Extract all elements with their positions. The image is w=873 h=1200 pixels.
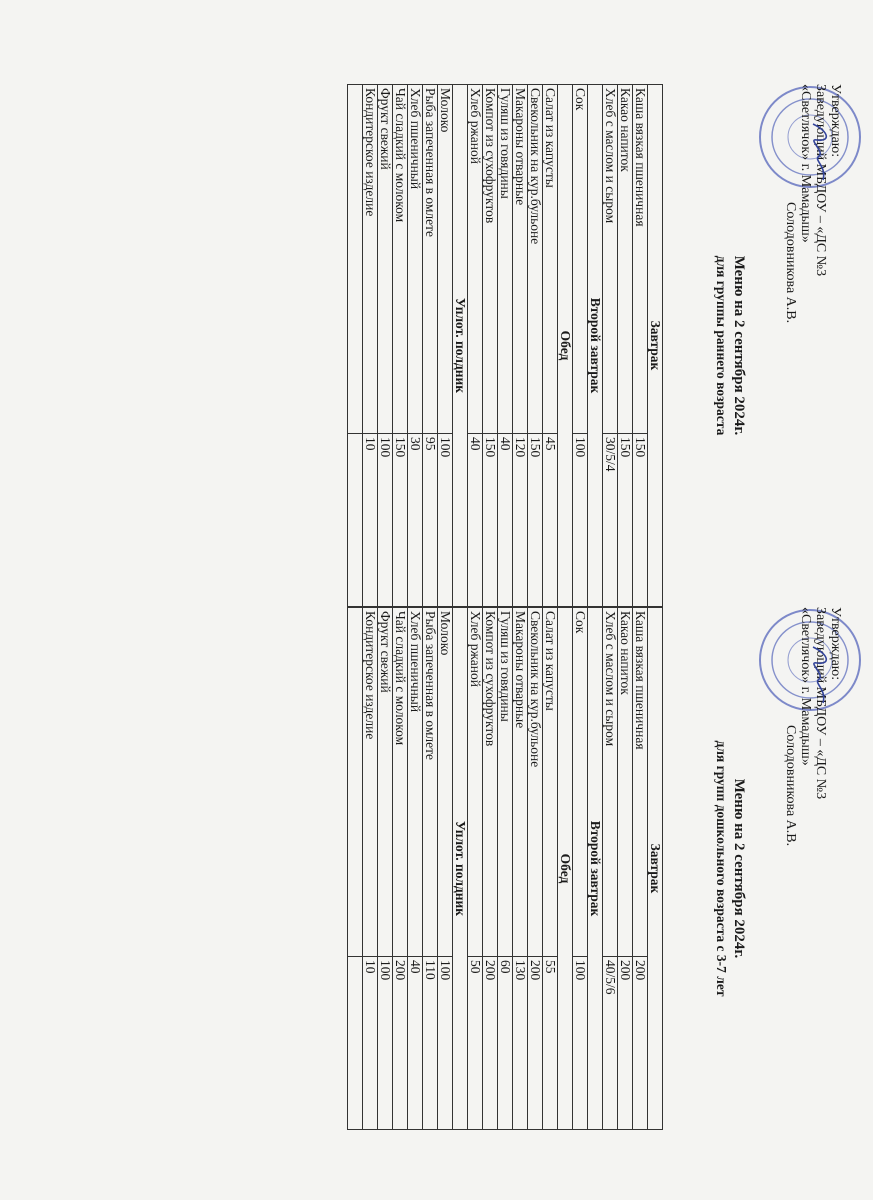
section-row xyxy=(558,85,573,607)
table-row xyxy=(513,608,528,1130)
dish-name: Хлеб с маслом и сыром xyxy=(603,608,618,957)
section-heading-lunch: Обед xyxy=(558,85,573,607)
approve-line-2: Заведующий МБДОУ – «ДС №3 xyxy=(813,84,828,277)
dish-name: Салат из капусты xyxy=(543,85,558,434)
section-heading-breakfast: Завтрак xyxy=(648,85,663,607)
approve-line-3: «Светлячок» г. Мамадыш» xyxy=(798,84,813,243)
dish-quantity: 40 xyxy=(468,434,483,607)
dish-quantity: 130 xyxy=(513,957,528,1130)
approve-line-4: Солодовникова А.В. xyxy=(783,725,798,847)
empty-cell xyxy=(348,957,363,1130)
dish-quantity: 150 xyxy=(528,434,543,607)
menu-subtitle: для групп дошкольного возраста с 3-7 лет xyxy=(714,740,729,997)
approval-block xyxy=(783,607,843,846)
dish-name: Рыба запеченная в омлете xyxy=(423,608,438,957)
dish-quantity: 10 xyxy=(363,957,378,1130)
approve-line-1: Утверждаю: xyxy=(828,84,843,158)
section-row xyxy=(588,608,603,1130)
menu-panel-preschool xyxy=(0,607,873,1130)
dish-quantity: 100 xyxy=(378,434,393,607)
table-row xyxy=(438,608,453,1130)
table-row xyxy=(393,608,408,1130)
dish-name: Хлеб пшеничный xyxy=(408,608,423,957)
dish-name: Сок xyxy=(573,85,588,434)
table-row xyxy=(483,85,498,607)
section-row xyxy=(588,85,603,607)
dish-quantity: 100 xyxy=(438,434,453,607)
table-row xyxy=(408,85,423,607)
dish-quantity: 200 xyxy=(633,957,648,1130)
dish-quantity: 30/5/4 xyxy=(603,434,618,607)
dish-name: Макароны отварные xyxy=(513,608,528,957)
dish-name: Хлеб ржаной xyxy=(468,608,483,957)
dish-name: Каша вязкая пшеничная xyxy=(633,608,648,957)
menu-title: Меню на 2 сентября 2024г. xyxy=(731,778,747,959)
dish-quantity: 10 xyxy=(363,434,378,607)
table-row xyxy=(423,608,438,1130)
section-heading-snack: Уплот. полдник xyxy=(453,85,468,607)
dish-quantity: 200 xyxy=(393,957,408,1130)
dish-quantity: 40 xyxy=(498,434,513,607)
dish-quantity: 55 xyxy=(543,957,558,1130)
menu-header xyxy=(653,607,873,1130)
dish-quantity: 150 xyxy=(393,434,408,607)
dish-quantity: 40 xyxy=(408,957,423,1130)
dish-name: Рыба запеченная в омлете xyxy=(423,85,438,434)
table-row xyxy=(543,85,558,607)
dish-name: Какао напиток xyxy=(618,85,633,434)
dish-name: Хлеб с маслом и сыром xyxy=(603,85,618,434)
dish-name: Каша вязкая пшеничная xyxy=(633,85,648,434)
dish-quantity: 150 xyxy=(618,434,633,607)
table-row xyxy=(363,608,378,1130)
dish-name: Чай сладкий с молоком xyxy=(393,608,408,957)
dish-quantity: 100 xyxy=(378,957,393,1130)
dish-name: Свекольник на кур.бульоне xyxy=(528,85,543,434)
dish-name: Хлеб ржаной xyxy=(468,85,483,434)
dish-name: Какао напиток xyxy=(618,608,633,957)
dish-name: Молоко xyxy=(438,608,453,957)
table-row xyxy=(633,608,648,1130)
table-row xyxy=(618,85,633,607)
dish-name: Молоко xyxy=(438,85,453,434)
menu-title-block xyxy=(713,607,747,1130)
empty-cell xyxy=(348,85,363,434)
dish-name: Макароны отварные xyxy=(513,85,528,434)
menu-panel-early-age xyxy=(0,84,873,607)
menu-title-block xyxy=(713,84,747,607)
section-row xyxy=(648,85,663,607)
approve-line-3: «Светлячок» г. Мамадыш» xyxy=(798,607,813,766)
table-row xyxy=(378,608,393,1130)
table-row xyxy=(408,608,423,1130)
dish-name: Компот из сухофруктов xyxy=(483,608,498,957)
dish-name: Фрукт свежий xyxy=(378,85,393,434)
table-row xyxy=(438,85,453,607)
dish-name: Фрукт свежий xyxy=(378,608,393,957)
approval-block xyxy=(783,84,843,323)
dish-quantity: 100 xyxy=(438,957,453,1130)
dish-quantity: 50 xyxy=(468,957,483,1130)
table-row xyxy=(393,85,408,607)
approve-line-4: Солодовникова А.В. xyxy=(783,202,798,324)
table-row xyxy=(573,608,588,1130)
table-row xyxy=(468,608,483,1130)
table-row xyxy=(468,85,483,607)
empty-row xyxy=(348,85,363,607)
dish-name: Кондитерское изделие xyxy=(363,608,378,957)
dish-quantity: 200 xyxy=(483,957,498,1130)
empty-cell xyxy=(348,434,363,607)
section-heading-snack: Уплот. полдник xyxy=(453,608,468,1130)
dish-quantity: 60 xyxy=(498,957,513,1130)
dish-name: Гуляш из говядины xyxy=(498,85,513,434)
dish-name: Салат из капусты xyxy=(543,608,558,957)
dish-quantity: 30 xyxy=(408,434,423,607)
dish-name: Свекольник на кур.бульоне xyxy=(528,608,543,957)
approve-line-1: Утверждаю: xyxy=(828,607,843,681)
dish-quantity: 100 xyxy=(573,434,588,607)
dish-quantity: 200 xyxy=(618,957,633,1130)
dish-quantity: 45 xyxy=(543,434,558,607)
section-heading-second-breakfast: Второй завтрак xyxy=(588,85,603,607)
dish-quantity: 95 xyxy=(423,434,438,607)
dish-quantity: 200 xyxy=(528,957,543,1130)
dish-quantity: 100 xyxy=(573,957,588,1130)
approve-line-2: Заведующий МБДОУ – «ДС №3 xyxy=(813,607,828,800)
table-row xyxy=(528,608,543,1130)
dish-name: Хлеб пшеничный xyxy=(408,85,423,434)
menu-title: Меню на 2 сентября 2024г. xyxy=(731,255,747,436)
table-row xyxy=(483,608,498,1130)
section-row xyxy=(558,608,573,1130)
dish-name: Чай сладкий с молоком xyxy=(393,85,408,434)
empty-row xyxy=(348,608,363,1130)
table-row xyxy=(528,85,543,607)
section-heading-second-breakfast: Второй завтрак xyxy=(588,608,603,1130)
menu-header xyxy=(653,84,873,607)
menu-subtitle: для группы раннего возраста xyxy=(714,255,729,436)
section-row xyxy=(453,608,468,1130)
table-row xyxy=(378,85,393,607)
dish-name: Гуляш из говядины xyxy=(498,608,513,957)
table-row xyxy=(618,608,633,1130)
dish-quantity: 150 xyxy=(483,434,498,607)
signature xyxy=(805,122,835,182)
section-heading-lunch: Обед xyxy=(558,608,573,1130)
table-row xyxy=(423,85,438,607)
table-row xyxy=(543,608,558,1130)
dish-name: Компот из сухофруктов xyxy=(483,85,498,434)
table-row xyxy=(603,85,618,607)
dish-quantity: 110 xyxy=(423,957,438,1130)
table-row xyxy=(498,85,513,607)
table-row xyxy=(633,85,648,607)
menu-table xyxy=(347,607,663,1130)
table-row xyxy=(513,85,528,607)
dish-name: Кондитерское изделие xyxy=(363,85,378,434)
dish-quantity: 120 xyxy=(513,434,528,607)
menu-table xyxy=(347,84,663,607)
dish-quantity: 150 xyxy=(633,434,648,607)
table-row xyxy=(573,85,588,607)
table-row xyxy=(603,608,618,1130)
dish-quantity: 40/5/6 xyxy=(603,957,618,1130)
table-row xyxy=(363,85,378,607)
table-row xyxy=(498,608,513,1130)
signature xyxy=(805,645,835,705)
empty-cell xyxy=(348,608,363,957)
section-heading-breakfast: Завтрак xyxy=(648,608,663,1130)
section-row xyxy=(648,608,663,1130)
dish-name: Сок xyxy=(573,608,588,957)
section-row xyxy=(453,85,468,607)
